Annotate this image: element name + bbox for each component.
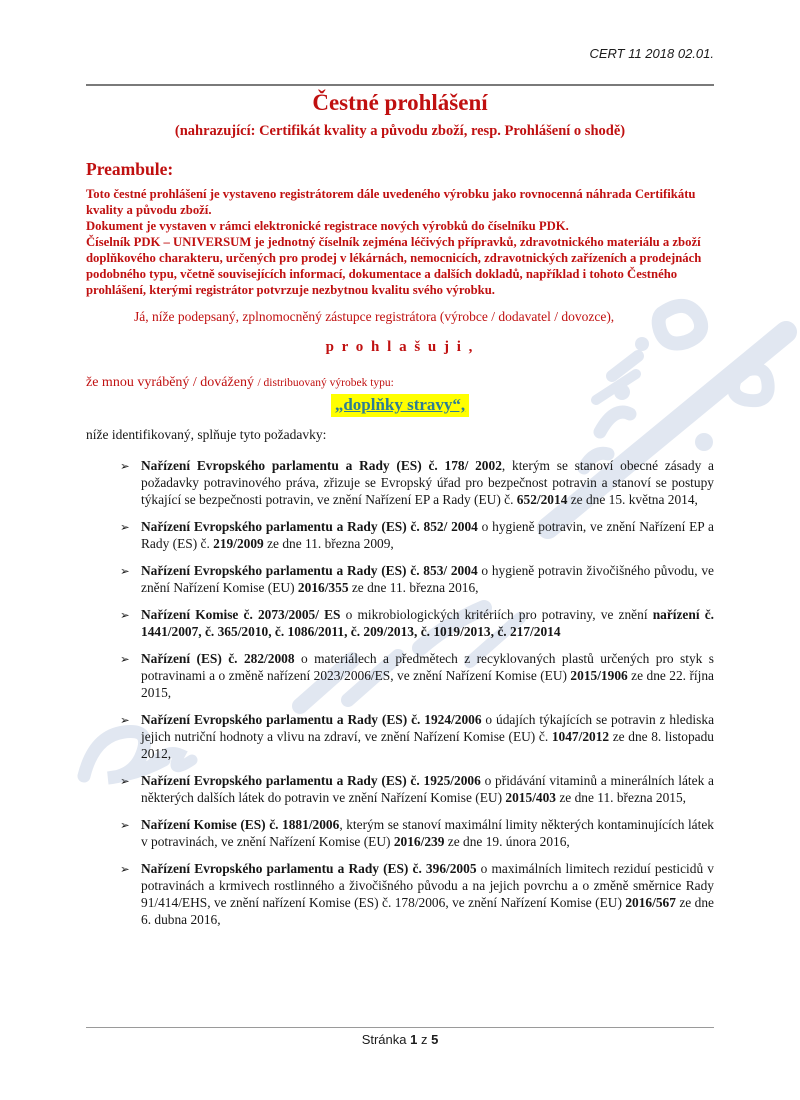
preamble-heading: Preambule: xyxy=(86,159,174,179)
product-type-highlight: „doplňky stravy“, xyxy=(331,394,469,417)
requirement-item xyxy=(120,562,714,596)
declaration-verb: p r o h l a š u j i , xyxy=(325,339,475,355)
product-type-row xyxy=(0,394,800,417)
page-title: Čestné prohlášení xyxy=(312,90,488,115)
list-arrow-icon: ➢ xyxy=(120,564,130,578)
requirement-text: Nařízení (ES) č. 282/2008 o materiálech a předmětech z recyklovaných plastů určených pro styk s potravinami a o změně nařízení 2023/2006/ES, ve znění Nařízení Komise (EU) 2015/1906 ze dne 22. října 2015, xyxy=(141,651,714,700)
list-arrow-icon: ➢ xyxy=(120,652,130,666)
list-arrow-icon: ➢ xyxy=(120,862,130,876)
requirement-item xyxy=(120,816,714,850)
preamble-paragraph: Dokument je vystaven v rámci elektronické registrace nových výrobků do číselníku PDK. xyxy=(86,219,569,233)
requirement-text: Nařízení Evropského parlamentu a Rady (ES) č. 178/ 2002, kterým se stanoví obecné zásady a požadavky potravinového práva, zřizuje se Evropský úřad pro bezpečnost potravin a stanoví se postupy týkající se bezpečnosti potravin, ve znění Nařízení EP a Rady (EU) č. 652/2014 ze dne 15. května 2014, xyxy=(141,458,714,507)
list-arrow-icon: ➢ xyxy=(120,608,130,622)
list-arrow-icon: ➢ xyxy=(120,713,130,727)
requirement-item xyxy=(120,860,714,928)
requirements-intro: níže identifikovaný, splňuje tyto požadavky: xyxy=(86,427,327,442)
doc-code: CERT 11 2018 02.01. xyxy=(589,46,714,61)
requirement-item xyxy=(120,457,714,508)
requirement-text: Nařízení Evropského parlamentu a Rady (ES) č. 396/2005 o maximálních limitech reziduí pesticidů v potravinách a krmivech rostlinného a živočišného původu a na jejich povrchu a o změně směrnice Rady 91/414/EHS, ve znění nařízení Komise (ES) č. 178/2006, ve znění Nařízení Komise (EU) 2016/567 ze dne 6. dubna 2016, xyxy=(141,861,714,927)
page-subtitle: (nahrazující: Certifikát kvality a původu zboží, resp. Prohlášení o shodě) xyxy=(174,123,626,139)
list-arrow-icon: ➢ xyxy=(120,459,130,473)
requirement-item xyxy=(120,518,714,552)
requirements-list xyxy=(120,457,714,938)
footer-rule xyxy=(86,1027,714,1028)
product-line-primary: že mnou vyráběný / dovážený xyxy=(86,375,258,390)
requirement-item xyxy=(120,711,714,762)
page-footer: Stránka 1 z 5 xyxy=(361,1032,439,1047)
preamble-paragraphs xyxy=(86,186,714,298)
requirement-text: Nařízení Evropského parlamentu a Rady (ES) č. 1924/2006 o údajích týkajících se potravin z hlediska jejich nutriční hodnoty a vlivu na zdraví, ve znění Nařízení Komise (EU) č. 1047/2012 ze dne 8. listopadu 2012, xyxy=(141,712,715,761)
requirement-text: Nařízení Evropského parlamentu a Rady (ES) č. 853/ 2004 o hygieně potravin živočišného původu, ve znění Nařízení Komise (EU) 2016/355 ze dne 11. března 2016, xyxy=(141,563,714,595)
requirement-text: Nařízení Komise č. 2073/2005/ ES o mikrobiologických kritériích pro potraviny, ve znění nařízení č. 1441/2007, č. 365/2010, č. 1086/2011, č. 209/2013, č. 1019/2013, č. 217/2014 xyxy=(141,607,714,639)
requirement-text: Nařízení Komise (ES) č. 1881/2006, kterým se stanoví maximální limity některých kontaminujících látek v potravinách, ve znění Nařízení Komise (EU) 2016/239 ze dne 19. února 2016, xyxy=(141,817,714,849)
requirement-item xyxy=(120,650,714,701)
declaration-intro: Já, níže podepsaný, zplnomocněný zástupce registrátora (výrobce / dodavatel / dovozce), xyxy=(134,309,615,324)
requirement-item xyxy=(120,772,714,806)
preamble-paragraph: Číselník PDK – UNIVERSUM je jednotný číselník zejména léčivých přípravků, zdravotnického materiálu a zboží doplňkového charakteru, určených pro prodej v lékárnách, nemocnicích, zdravotnických zařízeních a prodejnách podobného typu, včetně souvisejících informací, dokumentace a dalších dokladů, například i tohoto Čestného prohlášení, kterými registrátor potvrzuje nezbytnou kvalitu svého výrobku. xyxy=(86,235,702,297)
list-arrow-icon: ➢ xyxy=(120,774,130,788)
header-rule xyxy=(86,84,714,86)
product-line xyxy=(86,373,714,391)
requirement-text: Nařízení Evropského parlamentu a Rady (ES) č. 852/ 2004 o hygieně potravin, ve znění Nařízení EP a Rady (ES) č. 219/2009 ze dne 11. března 2009, xyxy=(141,519,714,551)
product-line-secondary: / distribuovaný výrobek typu: xyxy=(257,377,394,389)
list-arrow-icon: ➢ xyxy=(120,520,130,534)
requirement-text: Nařízení Evropského parlamentu a Rady (ES) č. 1925/2006 o přidávání vitaminů a minerálních látek a některých dalších látek do potravin ve znění Nařízení Komise (EU) 2015/403 ze dne 11. března 2015, xyxy=(141,773,714,805)
requirement-item xyxy=(120,606,714,640)
preamble-paragraph: Toto čestné prohlášení je vystaveno registrátorem dále uvedeného výrobku jako rovnocenná náhrada Certifikátu kvality a původu zboží. xyxy=(86,187,696,217)
list-arrow-icon: ➢ xyxy=(120,818,130,832)
